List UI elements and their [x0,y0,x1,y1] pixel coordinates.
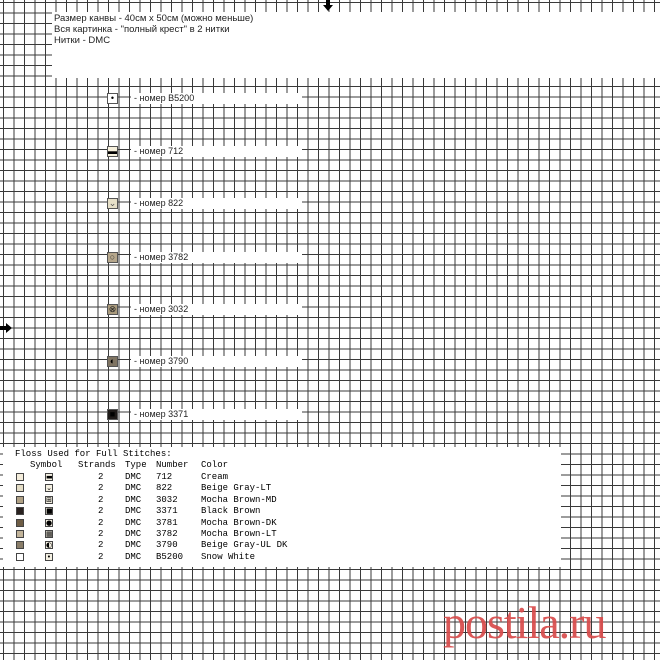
legend-cell-color: Beige Gray-LT [201,483,272,494]
legend-cell-number: 822 [156,483,173,494]
key-label: - номер 3032 [131,304,302,315]
legend-row [3,540,561,551]
legend-cell-type: DMC [125,529,142,539]
notes-panel [52,12,660,78]
legend-row [3,495,561,506]
center-arrow-down-icon [322,0,334,13]
legend-header-color: Color [201,460,229,470]
floss-symbol-icon: ▬ [46,473,53,481]
canvas-size-note: Размер канвы - 40см х 50см (можно меньше) [54,13,254,24]
legend-cell-color: Cream [201,472,229,482]
legend-header-number: Number [156,460,189,470]
legend-cell-strands: 2 [98,551,104,562]
floss-color-swatch [16,496,24,504]
legend-cell-color: Beige Gray-UL DK [201,540,288,551]
legend-row [3,483,561,494]
key-swatch: • [107,93,118,104]
legend-cell-type: DMC [125,517,142,528]
legend-cell-strands: 2 [98,494,104,505]
legend-cell-color: Mocha Brown-DK [201,517,277,528]
legend-cell-strands: 2 [98,483,104,494]
legend-row [3,529,561,540]
legend-cell-strands: 2 [98,517,104,528]
floss-legend [3,447,561,567]
legend-cell-type: DMC [125,494,142,505]
legend-cell-number: 3781 [156,517,178,528]
floss-color-swatch [16,530,24,538]
key-label: - номер 712 [131,146,302,157]
floss-color-swatch [16,507,24,515]
floss-symbol-icon: ▦ [46,530,53,538]
key-swatch: ■ [107,409,118,420]
legend-cell-type: DMC [125,506,142,517]
legend-cell-number: B5200 [156,551,184,562]
key-swatch: ⊗ [108,304,117,314]
legend-cell-number: 3371 [156,506,178,517]
legend-cell-number: 3782 [156,529,178,539]
legend-header-symbol: Symbol [30,460,63,470]
legend-header-type: Type [125,460,147,470]
legend-cell-number: 3790 [156,540,178,551]
key-label: - номер 822 [131,198,302,209]
legend-cell-strands: 2 [98,506,104,517]
legend-cell-strands: 2 [98,472,104,482]
floss-color-swatch [16,541,24,549]
key-label: - номер 3790 [131,356,302,367]
legend-row [3,552,561,563]
legend-header-strands: Strands [78,460,116,470]
legend-cell-color: Mocha Brown-LT [201,529,277,539]
legend-cell-type: DMC [125,472,142,482]
legend-cell-color: Black Brown [201,506,261,517]
key-label: - номер 3371 [131,409,302,420]
key-swatch: ○ [107,252,118,263]
legend-row [3,506,561,517]
floss-symbol-icon: • [46,552,52,561]
key-label: - номер 3782 [131,252,302,263]
center-arrow-right-icon [0,322,12,336]
thread-brand-note: Нитки - DMC [54,35,111,46]
floss-color-swatch [16,519,24,527]
legend-row [3,518,561,529]
legend-cell-strands: 2 [98,540,104,551]
floss-color-swatch [16,484,24,492]
floss-color-swatch [16,553,24,561]
legend-cell-type: DMC [125,540,142,551]
key-label: - номер B5200 [131,93,302,104]
legend-row [3,472,561,483]
legend-cell-color: Snow White [201,551,256,562]
floss-symbol-icon: ⌄ [46,484,52,493]
floss-symbol-icon: ■ [46,507,53,516]
legend-cell-strands: 2 [98,529,104,539]
watermark-logo [443,598,659,648]
legend-cell-type: DMC [125,551,142,562]
key-swatch: ◐ [107,356,118,367]
floss-symbol-icon: ● [46,518,53,527]
key-swatch: ▬ [108,146,117,156]
legend-title: Floss Used for Full Stitches: [15,449,172,459]
stitch-type-note: Вся картинка - "полный крест" в 2 нитки [54,24,230,35]
legend-cell-type: DMC [125,483,142,494]
legend-cell-number: 712 [156,472,173,482]
legend-cell-number: 3032 [156,494,178,505]
key-swatch: ⌄ [108,198,117,208]
floss-symbol-icon: ⊞ [46,495,52,504]
svg-text:postila.ru: postila.ru [443,598,606,648]
floss-color-swatch [16,473,24,481]
floss-symbol-icon: ◐ [46,541,53,550]
legend-cell-color: Mocha Brown-MD [201,494,277,505]
